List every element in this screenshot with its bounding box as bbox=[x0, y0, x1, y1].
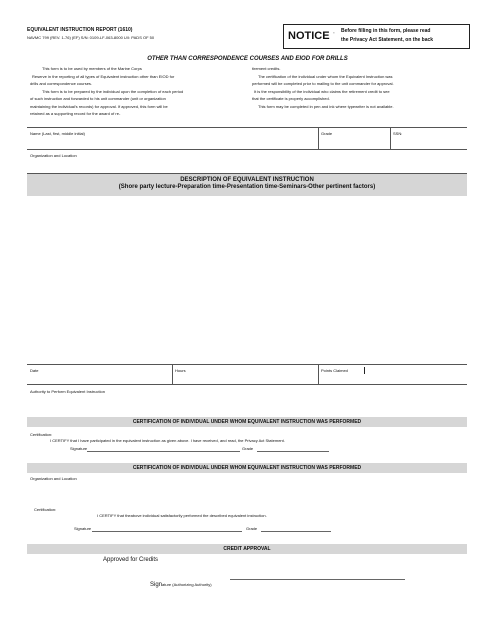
certification-1-header bbox=[27, 417, 467, 427]
intro-left-line: maintaining the individual's records) for approval. If approved, this form will be bbox=[30, 103, 168, 109]
divider bbox=[390, 127, 391, 149]
text-cursor bbox=[364, 367, 365, 374]
divider bbox=[27, 127, 467, 128]
signature-suffix: ature (Authorizing Authority) bbox=[162, 582, 212, 587]
intro-right-line: It is the responsibility of the individual who claims the retirement credit to see bbox=[254, 88, 390, 94]
credit-approval-header bbox=[27, 544, 467, 554]
intro-left-line: drills and correspondence courses. bbox=[30, 81, 93, 86]
points-claimed-field[interactable]: Points Claimed bbox=[321, 368, 348, 373]
intro-left-line: retained as a supporting record for the award of re- bbox=[30, 111, 121, 116]
intro-right-line: tirement credits. bbox=[252, 66, 281, 71]
form-title: EQUIVALENT INSTRUCTION REPORT (1610) bbox=[27, 27, 133, 33]
description-header bbox=[27, 174, 467, 196]
credit-approval-title: CREDIT APPROVAL bbox=[223, 546, 271, 552]
notice-label: NOTICE bbox=[288, 30, 330, 42]
name-field[interactable]: Name (Last, first, middle initial) bbox=[30, 131, 85, 136]
certification-2-org-label[interactable]: Organization and Location bbox=[30, 476, 77, 481]
intro-right-line: This form may be completed in pen and ink where typewriter is not available. bbox=[258, 103, 394, 109]
intro-left-line: of such instruction and forwarded to his unit commander (unit or organization bbox=[30, 96, 166, 101]
intro-right-line: that the certificate is properly accomplished. bbox=[252, 96, 330, 101]
notice-line-2: the Privacy Act Statement, on the back bbox=[341, 37, 434, 43]
certification-2-header bbox=[27, 463, 467, 473]
description-area[interactable] bbox=[27, 197, 467, 364]
certification-2-signature-line[interactable] bbox=[92, 531, 242, 532]
authorizing-signature-label bbox=[150, 573, 212, 591]
certification-1-grade-label: Grade bbox=[242, 446, 254, 451]
divider bbox=[27, 364, 467, 365]
notice-line-1: Before filling in this form, please read bbox=[341, 28, 431, 34]
description-subtitle: (Shore party lecture-Preparation time-Presentation time-Seminars-Other pertinent factors) bbox=[118, 184, 376, 190]
form-number: NAVMC 799 (REV. 1-76) (EF) S/N: 0109-LF-063-8000 U/I: PADS OF 50 bbox=[27, 35, 155, 40]
divider bbox=[27, 384, 467, 385]
divider bbox=[318, 364, 319, 384]
date-field[interactable]: Date bbox=[30, 368, 39, 373]
divider bbox=[27, 149, 467, 150]
certification-1-statement: I CERTIFY that I have participated in the equivalent instruction as given above. I have received, and read, the Privacy Act Statement. bbox=[50, 438, 285, 443]
certification-2-grade-line[interactable] bbox=[261, 531, 331, 532]
certification-2-signature-label: Signature bbox=[74, 526, 92, 531]
certification-1-signature-label: Signature bbox=[70, 446, 88, 451]
intro-left-line: Reserve in the reporting of all types of Equivalent instruction other than EIOD for bbox=[32, 73, 175, 79]
certification-1-title: CERTIFICATION OF INDIVIDUAL UNDER WHOM EQUIVALENT INSTRUCTION WAS PERFORMED bbox=[132, 419, 362, 425]
organization-field[interactable]: Organization and Location bbox=[30, 153, 77, 158]
intro-right bbox=[252, 66, 467, 111]
ssn-field[interactable]: SSN: bbox=[393, 131, 403, 136]
ssn-label: SSN bbox=[393, 131, 402, 136]
certification-2-title: CERTIFICATION OF INDIVIDUAL UNDER WHOM EQUIVALENT INSTRUCTION WAS PERFORMED bbox=[132, 465, 362, 471]
signature-prefix: Sign bbox=[150, 582, 163, 588]
description-title: DESCRIPTION OF EQUIVALENT INSTRUCTION bbox=[180, 177, 314, 183]
approved-for-credits-label: Approved for Credits bbox=[103, 557, 159, 563]
intro-left-line: This form is to be prepared by the individual upon the completion of each period bbox=[42, 88, 184, 94]
certification-2-statement: I CERTIFY that theabove individual satisfactorily performed the described equivalent instruction. bbox=[97, 513, 267, 518]
notice-mark: " bbox=[333, 31, 335, 36]
certification-1-grade-line[interactable] bbox=[257, 451, 329, 452]
section-title: OTHER THAN CORRESPONDENCE COURSES AND EIOD FOR DRILLS bbox=[147, 56, 348, 62]
certification-1-label: Certification: bbox=[30, 432, 53, 437]
intro-left bbox=[30, 66, 240, 119]
divider bbox=[172, 364, 173, 384]
hours-field[interactable]: Hours bbox=[175, 368, 186, 373]
authorizing-signature-line[interactable] bbox=[230, 579, 405, 580]
intro-right-line: performed will be completed prior to mailing to the unit commander for approval. bbox=[252, 81, 394, 86]
grade-field[interactable]: Grade bbox=[321, 131, 333, 136]
certification-2-label: Certification: bbox=[34, 507, 57, 512]
intro-right-line: The certification of the individual under whom the Equivalent Instruction was bbox=[258, 73, 393, 79]
divider bbox=[318, 127, 319, 149]
notice-box bbox=[283, 24, 470, 49]
authority-field[interactable]: Authority to Perform Equivalent Instruction bbox=[30, 389, 105, 394]
certification-1-signature-line[interactable] bbox=[87, 451, 240, 452]
intro-left-line: This form is to be used by members of the Marine Corps bbox=[42, 66, 142, 71]
certification-2-grade-label: Grade bbox=[246, 526, 258, 531]
